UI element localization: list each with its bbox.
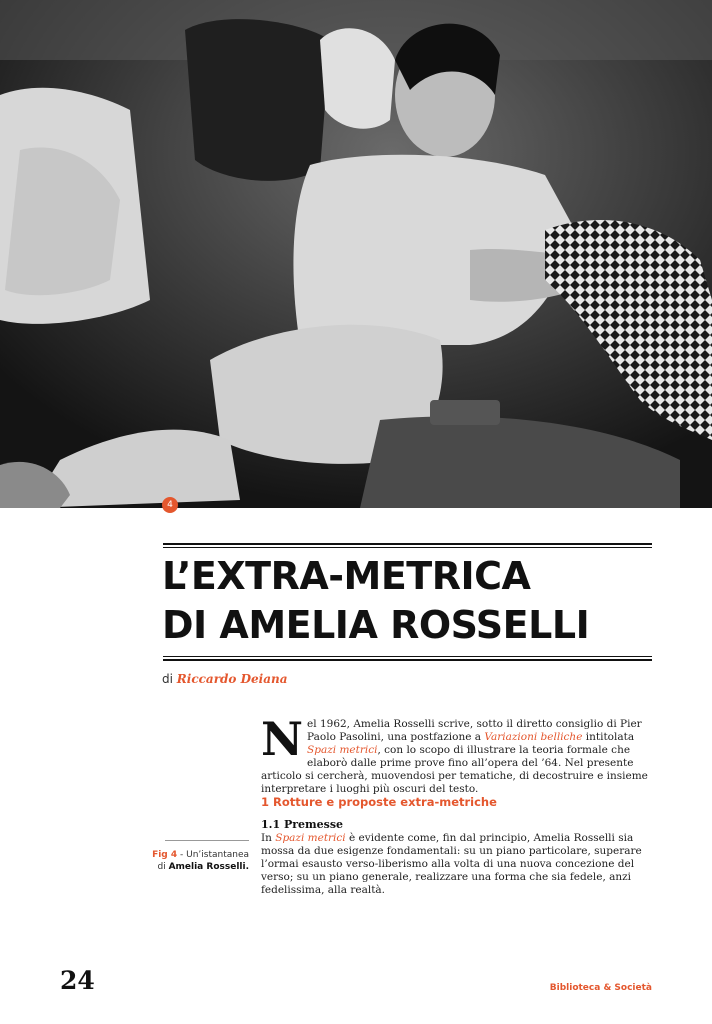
article-title — [162, 552, 657, 650]
intro-text-3: , con lo scopo di illustrare la teoria formale che elaborò dalle prime prove fino all’opera del ’64. Nel presente articolo si cercherà, muovendosi per tematiche, di decostruire e insieme interpretare i luoghi più oscuri del testo. — [261, 744, 648, 795]
para-text-2: è evidente come, fin dal principio, Amelia Rosselli sia mossa da due esigenze fondamentali: su un piano particolare, superare l’ormai esausto verso-liberismo alla volta di una nuova concezione del verso; su un piano generale, realizzare una forma che sia fedele, anzi fedelissima, alla realtà. — [261, 832, 642, 896]
caption-text: - Un’istantanea di — [157, 850, 249, 872]
drop-cap: N — [261, 712, 304, 766]
intro-work-title-2: Spazi metrici — [307, 744, 378, 756]
title-line-2: DI AMELIA ROSSELLI — [162, 603, 590, 647]
figure-caption — [150, 850, 249, 873]
para-work-title: Spazi metrici — [275, 832, 346, 844]
intro-text-2: intitolata — [582, 731, 635, 743]
title-line-1: L’EXTRA-METRICA — [162, 554, 531, 598]
title-top-rule — [163, 543, 652, 545]
figure-number-badge: 4 — [162, 497, 178, 513]
intro-paragraph — [261, 712, 656, 796]
page-number: 24 — [60, 966, 95, 995]
body-paragraph — [261, 832, 656, 897]
caption-rule — [165, 840, 249, 841]
byline — [162, 672, 287, 686]
title-bottom-rule — [163, 659, 652, 661]
caption-subject: Amelia Rosselli. — [168, 861, 249, 872]
title-bottom-rule-thin — [163, 656, 652, 657]
photo-illustration — [0, 0, 712, 508]
para-text-1: In — [261, 832, 276, 844]
title-top-rule-thin — [163, 547, 652, 548]
subsection-heading: 1.1 Premesse — [261, 818, 344, 831]
byline-prefix: di — [162, 672, 173, 686]
caption-label: Fig 4 — [152, 850, 178, 860]
journal-name: Biblioteca & Società — [549, 983, 652, 993]
cover-photo — [0, 0, 712, 508]
intro-work-title-1: Variazioni belliche — [484, 731, 583, 743]
author-name: Riccardo Deiana — [176, 672, 288, 686]
section-heading: 1 Rotture e proposte extra-metriche — [261, 795, 497, 809]
intro-text-1: el 1962, Amelia Rosselli scrive, sotto il diretto consiglio di Pier Paolo Pasolini, una postfazione a — [307, 718, 642, 743]
